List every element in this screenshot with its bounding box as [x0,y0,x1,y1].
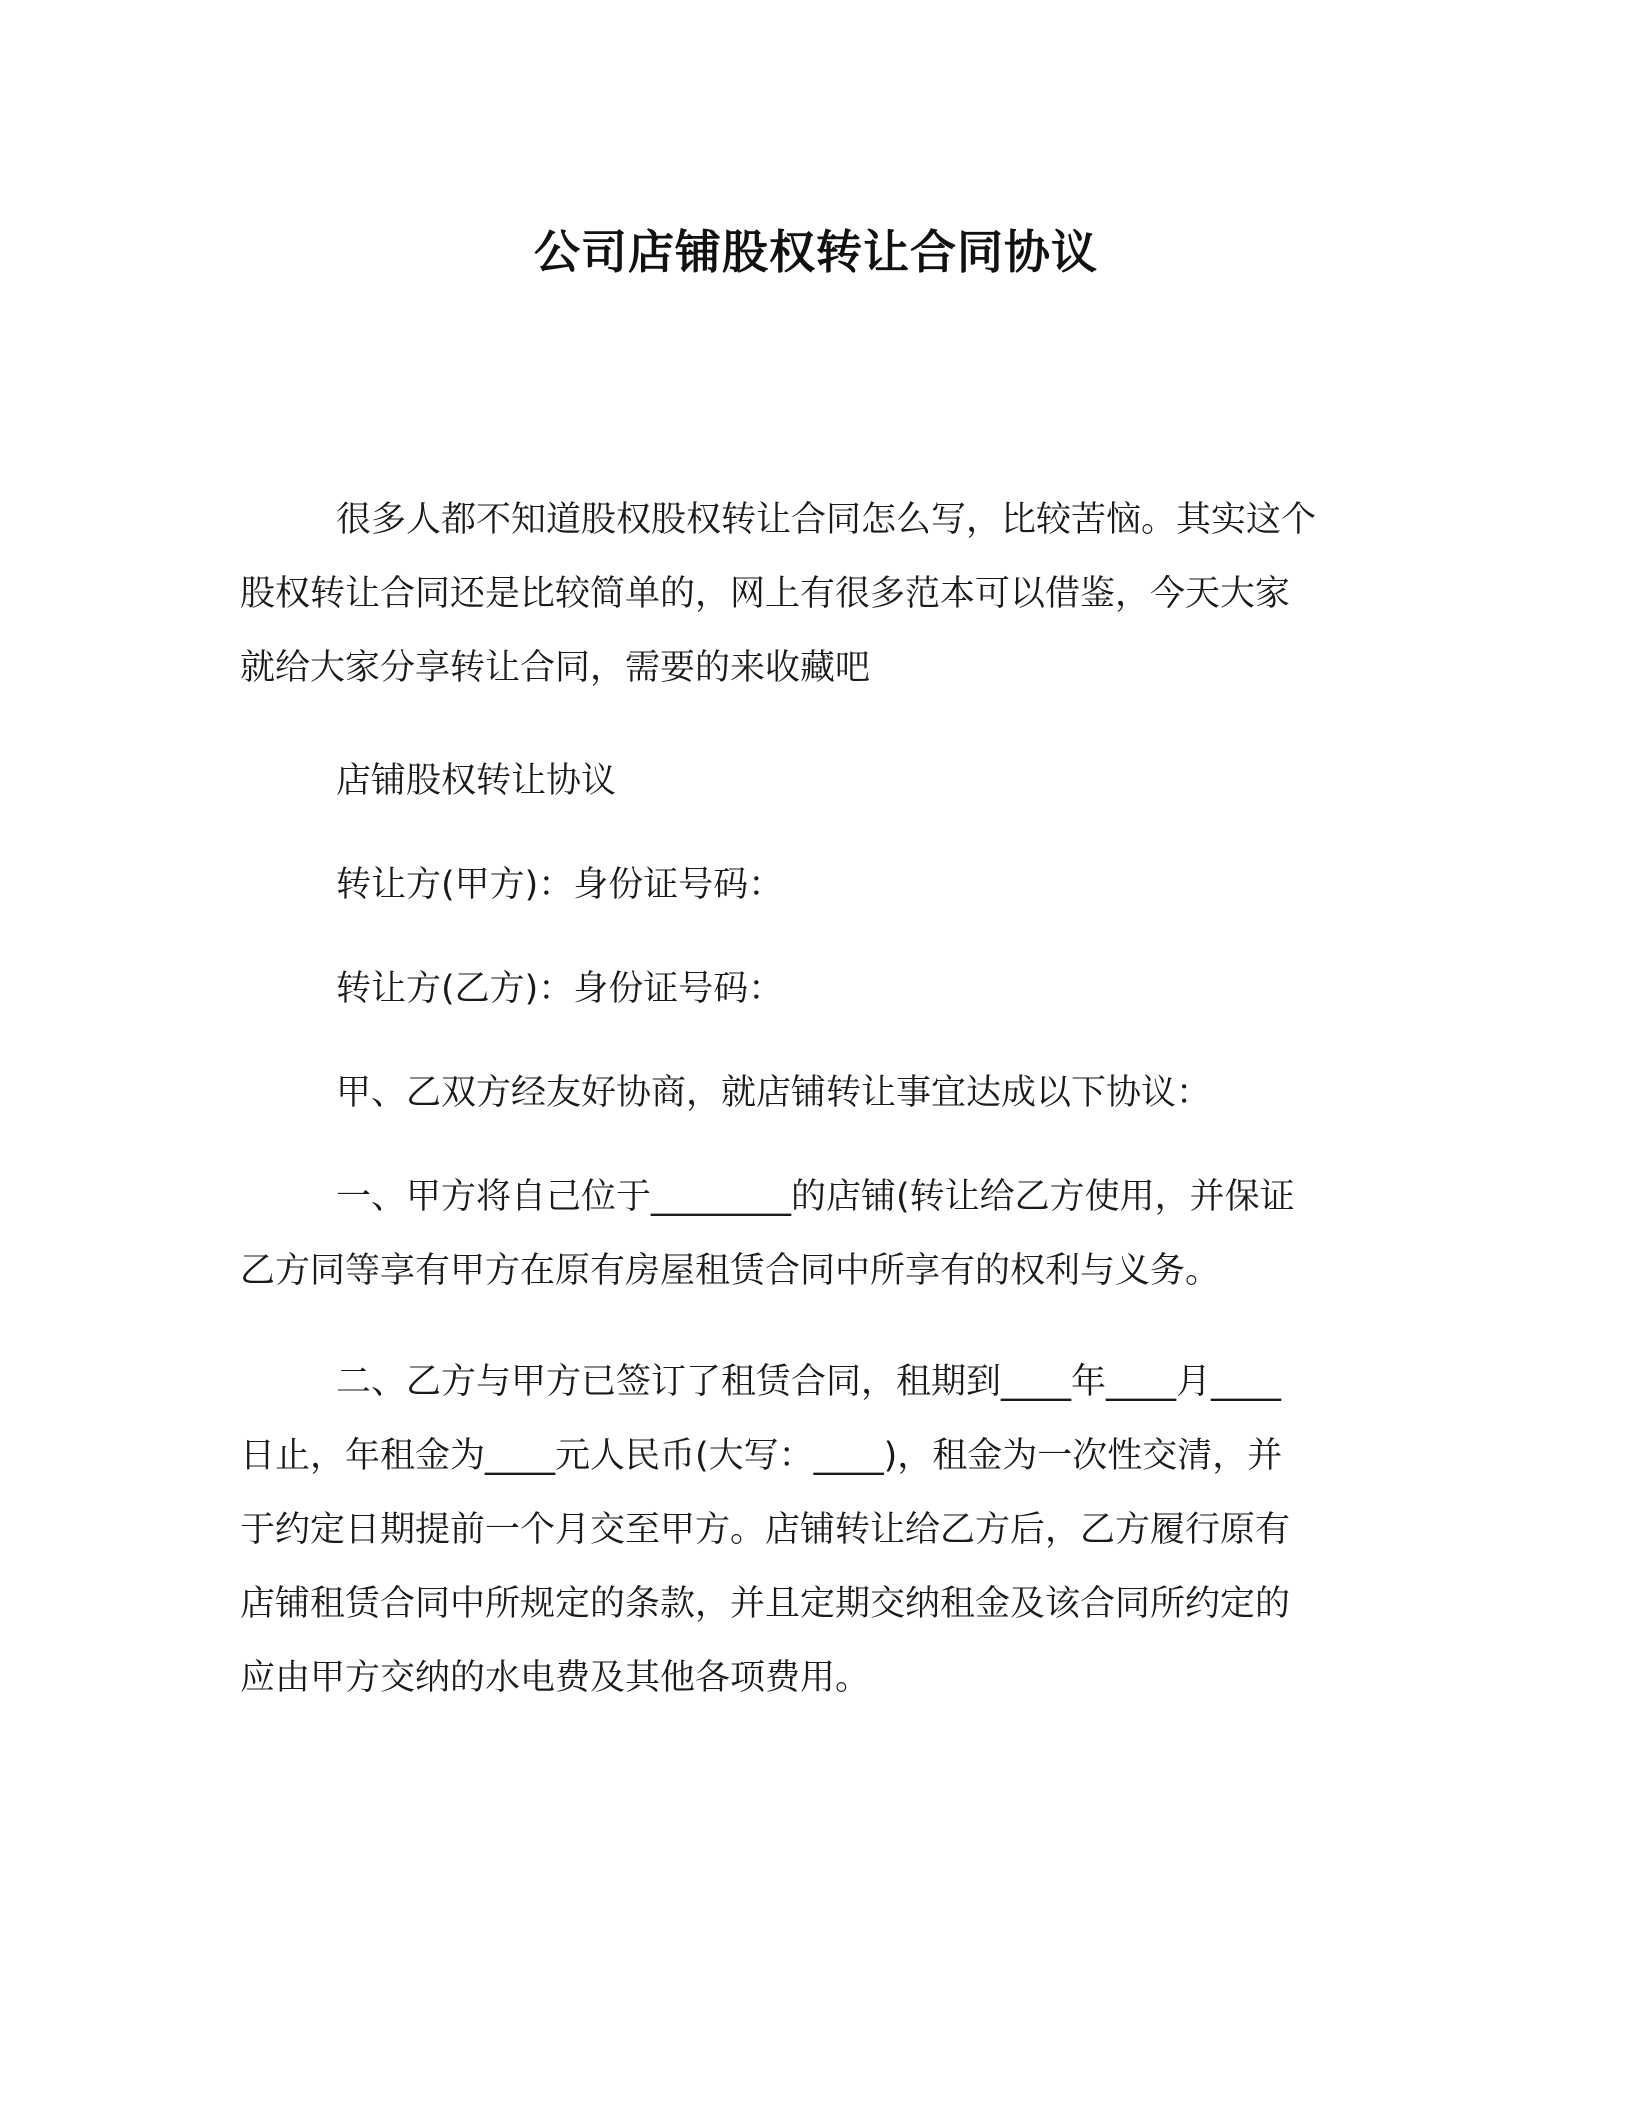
intro-line: 股权转让合同还是比较简单的，网上有很多范本可以借鉴，今天大家 [240,574,1291,614]
clause-2-paragraph [240,1345,1380,1715]
intro-paragraph [240,483,1380,705]
clause-1-paragraph [240,1160,1380,1308]
intro-line: 很多人都不知道股权股权转让合同怎么写，比较苦恼。其实这个 [336,500,1317,540]
party-a-line: 转让方(甲方)：身份证号码： [336,865,784,905]
clause-line: 一、甲方将自己位于________的店铺(转让给乙方使用，并保证 [336,1177,1295,1217]
party-b-line: 转让方(乙方)：身份证号码： [336,969,784,1009]
clause-line: 店铺租赁合同中所规定的条款，并且定期交纳租金及该合同所约定的 [240,1584,1291,1624]
clause-line: 于约定日期提前一个月交至甲方。店铺转让给乙方后，乙方履行原有 [240,1510,1291,1550]
document-title: 公司店铺股权转让合同协议 [534,225,1098,279]
clause-line: 乙方同等享有甲方在原有房屋租赁合同中所享有的权利与义务。 [240,1251,1221,1291]
clause-line: 二、乙方与甲方已签订了租赁合同，租期到____年____月____ [336,1362,1282,1402]
agreement-subtitle: 店铺股权转让协议 [336,761,617,801]
clause-line: 应由甲方交纳的水电费及其他各项费用。 [240,1658,871,1698]
clause-line: 日止，年租金为____元人民币(大写：____)，租金为一次性交清，并 [240,1436,1283,1476]
agreement-statement: 甲、乙双方经友好协商，就店铺转让事宜达成以下协议： [336,1073,1212,1113]
intro-line: 就给大家分享转让合同，需要的来收藏吧 [240,648,871,688]
